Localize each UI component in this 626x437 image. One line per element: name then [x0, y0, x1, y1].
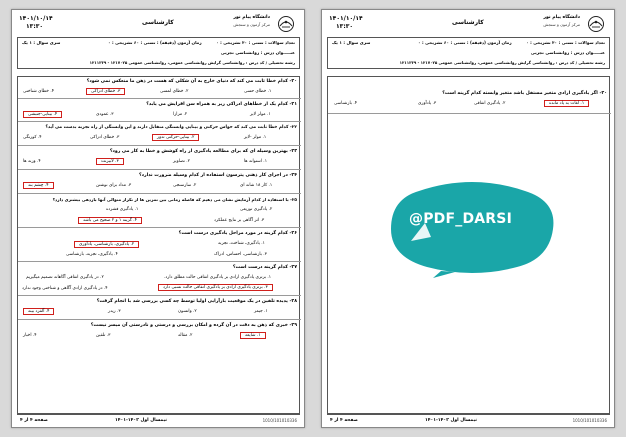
option-3[interactable]: ۳. اثر آگاهی بر نتایج عملکرد: [214, 218, 265, 223]
exam-code: 1010/101010336: [262, 418, 297, 423]
option-4[interactable]: ۴. یادگیری، تجربه، بازشناسی: [66, 252, 118, 257]
question-series: سری سوال : ۱ یک: [22, 40, 61, 45]
option-4[interactable]: ۴. وزنه ها: [23, 159, 41, 164]
option-1[interactable]: ۱. برتری یادگیری ارادی بر یادگیری اتفاقی حالت مطلق دارد.: [164, 275, 272, 280]
question-stem: ۲۹- خبری که ذهن به دقت در آن گرده و امکان بررسی و درستی و نادرستی آن میسر نیست؟: [90, 323, 297, 328]
page-header: [17, 15, 300, 73]
option-2[interactable]: ۲. یادگیری توزیعی: [240, 207, 273, 212]
term-label: نیمسال اول ۱۴۰۲-۱۴۰۱: [115, 418, 167, 423]
option-4[interactable]: ۴. خطای شناختی: [23, 89, 55, 94]
question-counts: تعداد سوالات : تستی : ۳۰ تشریحی : ۰: [216, 40, 295, 45]
course-major: رشته تحصیلی / کد درس : روانشناسی گرایش روانشناسی عمومی، روانشناسی عمومی ۱۲۱۷۰۲۵ - ۱۲۱۱۳۳۹: [89, 60, 295, 65]
question-stem: ۲۷- کدام گزینه درست است؟: [232, 265, 297, 270]
course-title: عنـــــوان درس : روانشناسی تجربی: [530, 50, 605, 55]
option-1[interactable]: ۱. مولر لایر: [250, 112, 271, 117]
option-3-selected[interactable]: ۳. خطای ادراکی: [86, 88, 125, 95]
divider: [18, 227, 301, 228]
option-3[interactable]: ۳. تلقین: [96, 333, 111, 338]
course-major: رشته تحصیلی / کد درس : روانشناسی گرایش روانشناسی عمومی، روانشناسی عمومی ۱۲۱۷۰۲۵ - ۱۲۱۱۳۳۹: [399, 60, 605, 65]
option-2[interactable]: ۲. تصاویر: [173, 159, 190, 164]
option-4-selected[interactable]: ۴. بینایی-جنبشی: [23, 111, 62, 118]
page-footer: [327, 414, 610, 424]
divider: [328, 113, 611, 114]
center-name: مرکز آزمون و سنجش: [543, 22, 580, 27]
questions-area: [17, 76, 300, 414]
option-4[interactable]: ۴. بازشناسی: [334, 101, 358, 106]
option-4[interactable]: ۴. اخبار: [23, 333, 37, 338]
question-stem: ۲۰- کدام خطا ثابت می کند که دنیای خارج به آن شکلی که هست در ذهن ما منعکس نمی شود؟: [86, 79, 297, 84]
option-1-selected[interactable]: ۱. شایعه: [240, 332, 266, 339]
option-3[interactable]: ۳. بازشناسی، احساس، ادراک: [214, 252, 267, 257]
exam-page-left: [11, 9, 305, 428]
divider: [18, 169, 301, 170]
option-2-selected[interactable]: ۲. یادگیری، بازشناسی، یادآوری: [74, 241, 139, 248]
option-4-selected[interactable]: ۴. آلفرد بینه: [23, 308, 54, 315]
exam-info-table: [17, 37, 300, 69]
question-stem: ۲۳- بهترین وسیله ای که برای مطالعه یادگیری از راه کوشش و خطا به کار می رود؟: [109, 149, 297, 154]
divider: [18, 145, 301, 146]
term-label: نیمسال اول ۱۴۰۲-۱۴۰۱: [425, 418, 477, 423]
question-series: سری سوال : ۱ یک: [332, 40, 371, 45]
exam-duration: زمان آزمون (دقیقه) : تستی : ۶۰ تشریحی : ۰: [418, 40, 512, 45]
option-2[interactable]: ۲. واتسون: [178, 309, 197, 314]
university-name: دانشگاه پیام نور: [543, 15, 580, 20]
option-3[interactable]: ۳. عمودی: [96, 112, 114, 117]
watermark-text: @PDF_DARSI: [409, 211, 512, 227]
option-3-selected[interactable]: ۳. برتری یادگیری ارادی بر یادگیری اتفاقی حالت نسبی دارد: [158, 284, 273, 291]
university-logo-icon: [275, 15, 297, 33]
divider: [18, 121, 301, 122]
exam-time: ۱۳:۳۰: [336, 23, 354, 30]
question-stem: ۳۰- اگر یادگیری ارادی متغیر مستقل باشد متغیر وابسته کدام گزینه است؟: [442, 91, 607, 96]
question-stem: ۲۵- با استفاده از کدام آزمایش نشان می دهیم که فاصله زمانی بین تمرین ها از تکرار متوالی آنها بازدهی بیشتری دارد؟: [52, 197, 297, 202]
option-3[interactable]: ۳. یادآوری: [418, 101, 437, 106]
divider: [18, 295, 301, 296]
watermark-badge-icon: [381, 179, 563, 279]
exam-time: ۱۳:۳۰: [26, 23, 44, 30]
option-2-selected[interactable]: ۲. بینایی-حرکتی تدور: [152, 134, 199, 141]
option-2[interactable]: ۲. خطای لمسی: [160, 89, 189, 94]
university-logo-icon: [585, 15, 607, 33]
option-3[interactable]: ۳. مداد برای نوشتن: [96, 183, 132, 188]
option-2[interactable]: ۲. مرازا: [173, 112, 188, 117]
option-4-selected[interactable]: ۴. چشم بند: [23, 182, 54, 189]
option-1[interactable]: ۱. کار ۱۸ شانه ای: [240, 183, 273, 188]
option-3[interactable]: ۳. ریدر: [108, 309, 121, 314]
page-footer: [17, 414, 300, 424]
option-1[interactable]: ۱. خطای حسی: [244, 89, 272, 94]
question-stem: ۲۲- کدام خطا ثابت می کند که حواس حرکتی و بینایی وابستگی متقابل دارند و این وابستگی از راه تجربه بدست می آید؟: [45, 125, 297, 130]
exam-duration: زمان آزمون (دقیقه) : تستی : ۶۰ تشریحی : ۰: [108, 40, 202, 45]
university-name: دانشگاه پیام نور: [233, 15, 270, 20]
option-1-selected[interactable]: ۱. لغات به یاد مانده: [544, 100, 589, 107]
divider: [18, 261, 301, 262]
question-stem: ۲۶- کدام گزینه در مورد مراحل یادگیری درست است؟: [178, 231, 297, 236]
question-stem: ۲۸- پدیده تلقین در یک موقعیت بازآرایی اولیا توسط چه کسی بررسی شد با انجام گرفت؟: [96, 299, 297, 304]
degree-level: کارشناسی: [142, 19, 174, 26]
channel-watermark: [381, 179, 563, 279]
exam-code: 1010/101010336: [572, 418, 607, 423]
center-name: مرکز آزمون و سنجش: [233, 22, 270, 27]
page-number: صفحه ۴ از ۴: [330, 418, 358, 423]
option-2[interactable]: ۲. مقاله: [178, 333, 193, 338]
option-2[interactable]: ۲. یادگیری اتفاقی: [474, 101, 506, 106]
course-title: عنـــــوان درس : روانشناسی تجربی: [220, 50, 295, 55]
option-2[interactable]: ۲. در یادگیری اتفاقی آگاهانه تصمیم میگیریم: [26, 275, 104, 280]
degree-level: کارشناسی: [452, 19, 484, 26]
page-header: [327, 15, 610, 73]
exam-info-table: [327, 37, 610, 69]
option-1[interactable]: ۱. مولر -لایر: [244, 135, 267, 140]
option-3-selected[interactable]: ۳. لابیرنت: [96, 158, 124, 165]
exam-page-right: [321, 9, 615, 428]
option-4[interactable]: ۴. کورنگی: [23, 135, 42, 140]
option-1[interactable]: ۱. استوانه ها: [244, 159, 267, 164]
option-2[interactable]: ۲. سازسنجی: [173, 183, 197, 188]
exam-date: ۱۴۰۱/۱۰/۱۴: [19, 15, 53, 22]
option-4[interactable]: ۴. در یادگیری ارادی آگاهی و شناختی وجود ندارد: [22, 286, 108, 291]
divider: [18, 319, 301, 320]
option-1[interactable]: ۱. یادگیری فشرده: [106, 207, 139, 212]
option-1[interactable]: ۱. جیمز: [254, 309, 268, 314]
option-3[interactable]: ۳. خطای ادراکی: [90, 135, 120, 140]
exam-date: ۱۴۰۱/۱۰/۱۴: [329, 15, 363, 22]
question-counts: تعداد سوالات : تستی : ۳۰ تشریحی : ۰: [526, 40, 605, 45]
option-1[interactable]: ۱. یادگیری، شناخت، تجربه: [218, 241, 265, 246]
question-stem: ۲۴- در اجرای کار ذهنی پترسون استفاده از کدام وسیله ضرورت ندارد؟: [138, 173, 297, 178]
divider: [18, 98, 301, 99]
divider: [18, 193, 301, 194]
option-4-selected[interactable]: ۴. گزینه ۱ و ۲ صحیح می باشد: [78, 217, 142, 224]
page-number: صفحه ۴ از ۴: [20, 418, 48, 423]
question-stem: ۲۱- کدام یک از خطاهای ادراکی زیر به همراه سن افزایش می یابد؟: [146, 102, 297, 107]
